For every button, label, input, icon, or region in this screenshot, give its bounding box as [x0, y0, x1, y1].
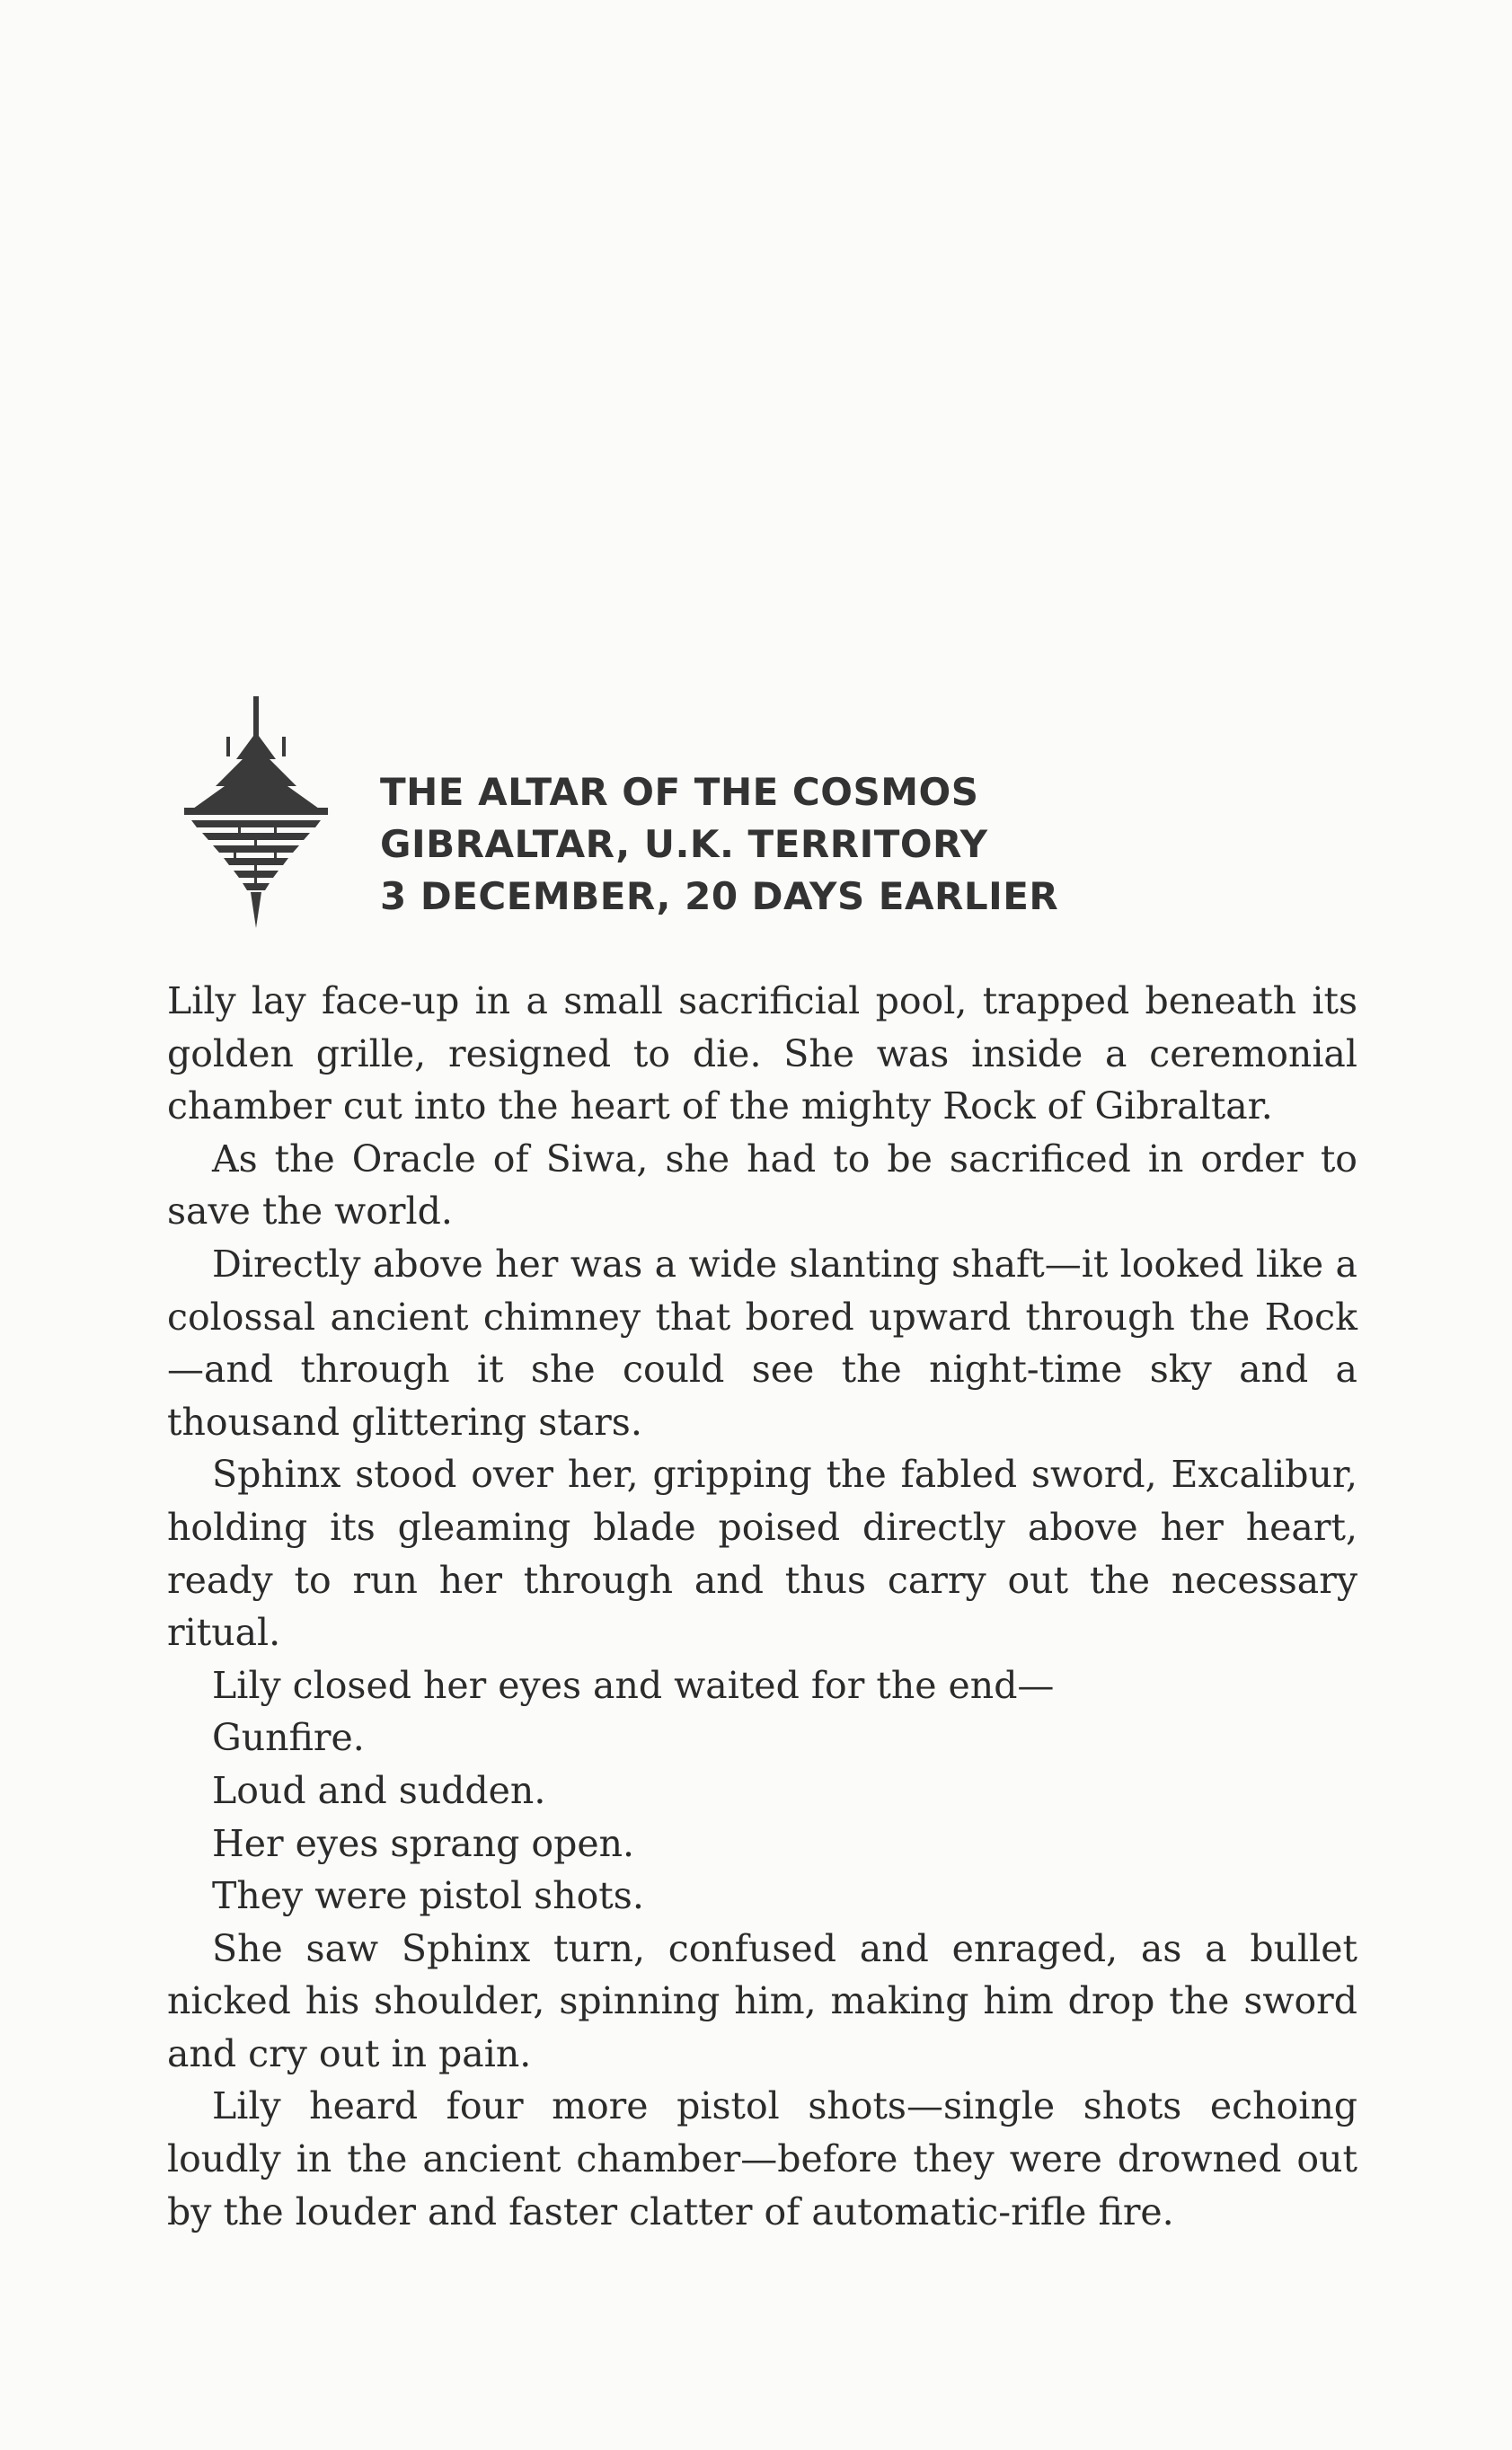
chapter-date: 3 DECEMBER, 20 DAYS EARLIER	[380, 874, 1059, 918]
chapter-title: THE ALTAR OF THE COSMOS	[380, 770, 979, 814]
paragraph: She saw Sphinx turn, confused and enraged, as a bullet nicked his shoulder, spinning him, making him drop the sword and cry out in pain.	[167, 1926, 1357, 2075]
paragraph: As the Oracle of Siwa, she had to be sacrificed in order to save the world.	[167, 1137, 1357, 1234]
paragraph: Loud and sudden.	[212, 1768, 546, 1812]
chapter-location: GIBRALTAR, U.K. TERRITORY	[380, 822, 988, 866]
paragraph: Directly above her was a wide slanting shaft—it looked like a colossal ancient chimney that bored upward through the Rock—and through it she could see the night-time sky and a thousand glittering stars.	[167, 1242, 1357, 1444]
paragraph: Lily heard four more pistol shots—single shots echoing loudly in the ancient chamber—before they were drowned out by the louder and faster clatter of automatic-rifle fire.	[167, 2084, 1357, 2233]
chapter-header	[184, 696, 1352, 930]
chapter-location-block	[380, 766, 1058, 923]
paragraph: Her eyes sprang open.	[212, 1821, 635, 1865]
pyramid-temple-icon	[184, 696, 328, 930]
paragraph: Lily closed her eyes and waited for the end—	[212, 1663, 1055, 1707]
paragraph: They were pistol shots.	[212, 1874, 644, 1918]
paragraph: Sphinx stood over her, gripping the fabled sword, Excalibur, holding its gleaming blade poised directly above her heart, ready to run her through and thus carry out the necessary ritual.	[167, 1453, 1357, 1655]
body-text	[167, 975, 1357, 2238]
paragraph: Gunfire.	[212, 1716, 365, 1760]
paragraph: Lily lay face-up in a small sacrificial pool, trapped beneath its golden grille, resigned to die. She was inside a ceremonial chamber cut into the heart of the mighty Rock of Gibraltar.	[167, 979, 1357, 1128]
